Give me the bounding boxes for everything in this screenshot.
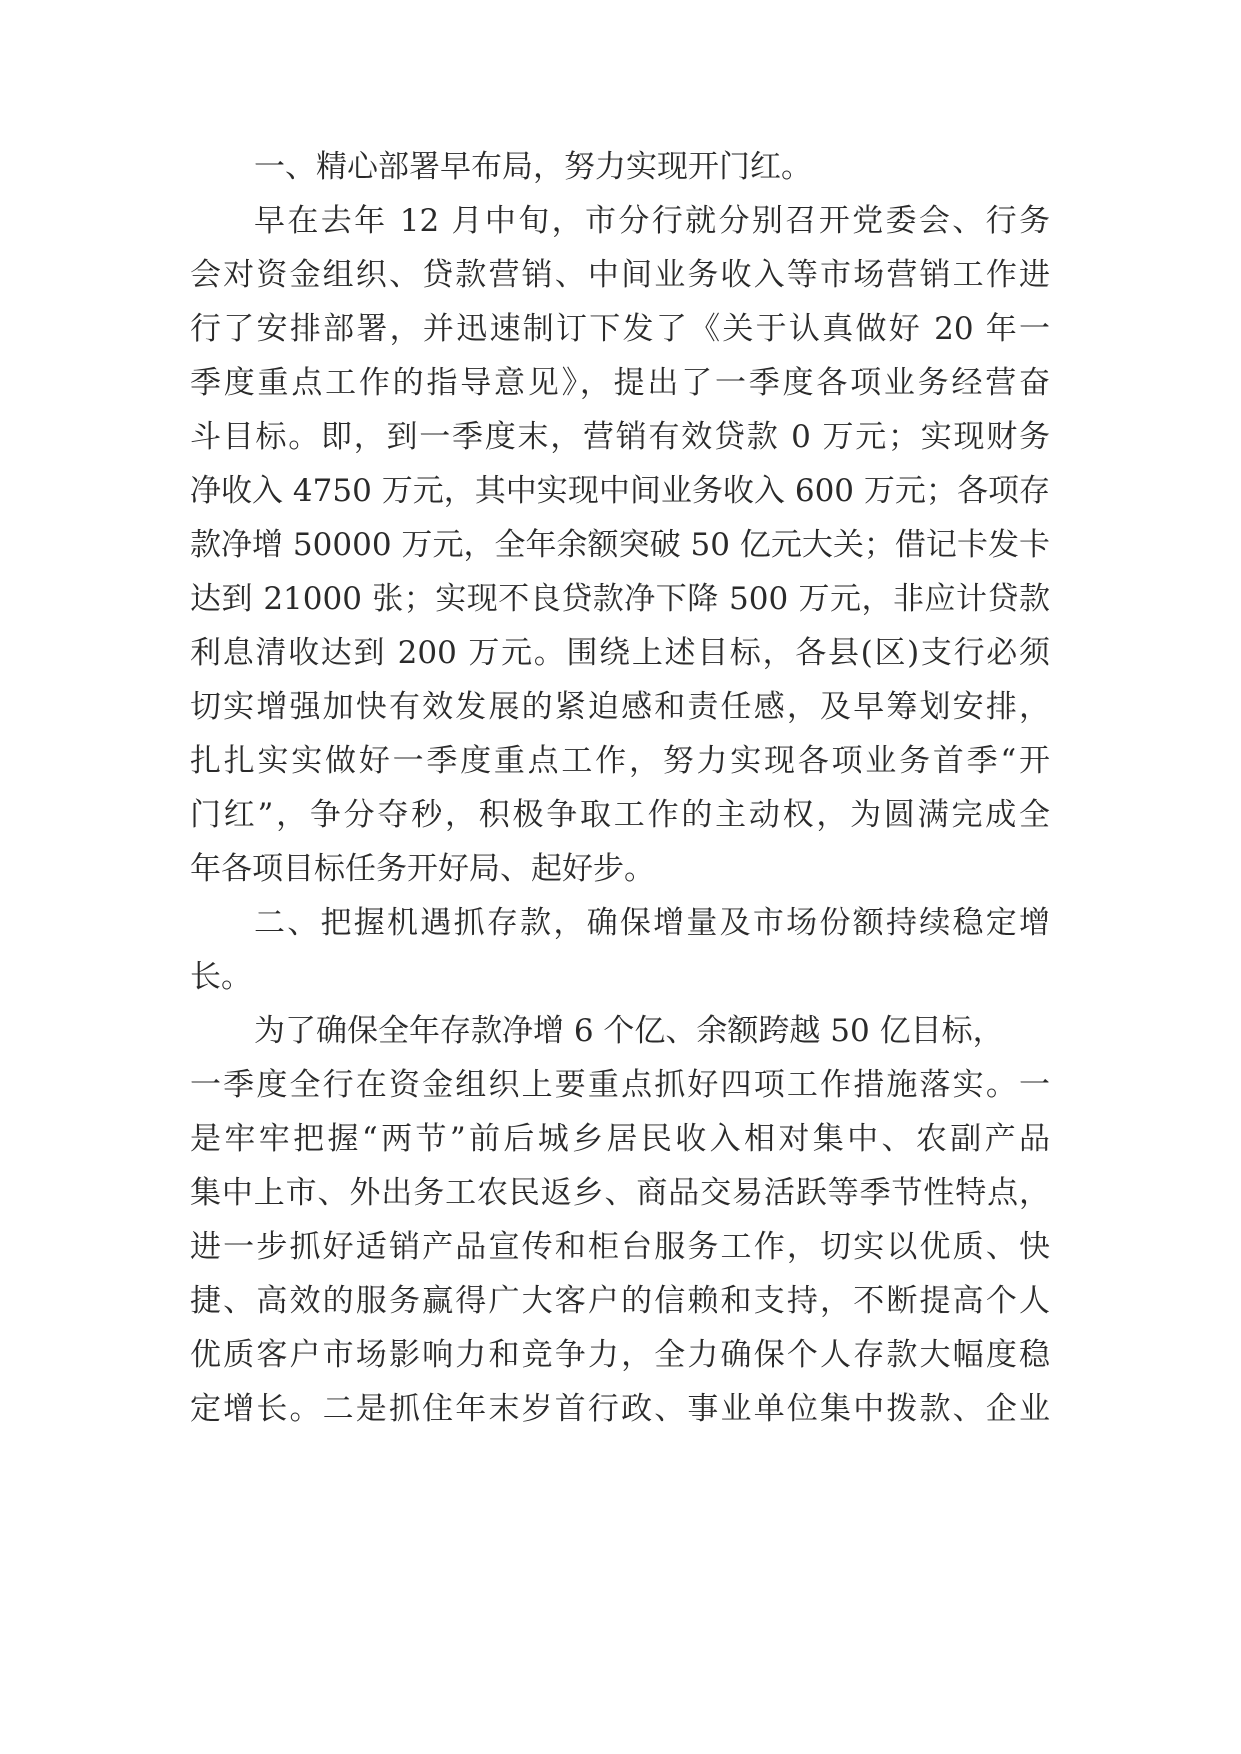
paragraph-line: 斗目标。即，到一季度末，营销有效贷款 0 万元；实现财务 (190, 419, 1050, 455)
heading-section-2-continued: 长。 (190, 959, 252, 995)
paragraph-line: 年各项目标任务开好局、起好步。 (190, 851, 655, 887)
heading-section-1: 一、精心部署早布局，努力实现开门红。 (254, 149, 812, 185)
paragraph-line: 季度重点工作的指导意见》，提出了一季度各项业务经营奋 (190, 365, 1050, 401)
paragraph-line: 切实增强加快有效发展的紧迫感和责任感，及早筹划安排， (190, 689, 1050, 725)
paragraph-line: 利息清收达到 200 万元。围绕上述目标，各县(区)支行必须 (190, 635, 1050, 671)
paragraph-line: 行了安排部署，并迅速制订下发了《关于认真做好 20 年一 (190, 311, 1050, 347)
paragraph-line: 扎扎实实做好一季度重点工作，努力实现各项业务首季“开 (190, 743, 1050, 779)
paragraph-line: 达到 21000 张；实现不良贷款净下降 500 万元，非应计贷款 (190, 581, 1050, 617)
paragraph-line: 款净增 50000 万元，全年余额突破 50 亿元大关；借记卡发卡 (190, 527, 1050, 563)
paragraph-line: 门红”，争分夺秒，积极争取工作的主动权，为圆满完成全 (190, 797, 1050, 833)
paragraph-line: 会对资金组织、贷款营销、中间业务收入等市场营销工作进 (190, 257, 1050, 293)
paragraph-line: 是牢牢把握“两节”前后城乡居民收入相对集中、农副产品 (190, 1121, 1050, 1157)
paragraph-line: 进一步抓好适销产品宣传和柜台服务工作，切实以优质、快 (190, 1229, 1050, 1265)
paragraph-line: 为了确保全年存款净增 6 个亿、余额跨越 50 亿目标， (254, 1013, 1004, 1049)
paragraph-line: 定增长。二是抓住年末岁首行政、事业单位集中拨款、企业 (190, 1391, 1050, 1427)
paragraph-line: 优质客户市场影响力和竞争力，全力确保个人存款大幅度稳 (190, 1337, 1050, 1373)
paragraph-line: 集中上市、外出务工农民返乡、商品交易活跃等季节性特点， (190, 1175, 1050, 1211)
heading-section-2: 二、把握机遇抓存款，确保增量及市场份额持续稳定增 (254, 905, 1050, 941)
paragraph-line: 一季度全行在资金组织上要重点抓好四项工作措施落实。一 (190, 1067, 1050, 1103)
paragraph-line: 净收入 4750 万元，其中实现中间业务收入 600 万元；各项存 (190, 473, 1050, 509)
paragraph-line: 捷、高效的服务赢得广大客户的信赖和支持，不断提高个人 (190, 1283, 1050, 1319)
paragraph-line: 早在去年 12 月中旬，市分行就分别召开党委会、行务 (254, 203, 1050, 239)
